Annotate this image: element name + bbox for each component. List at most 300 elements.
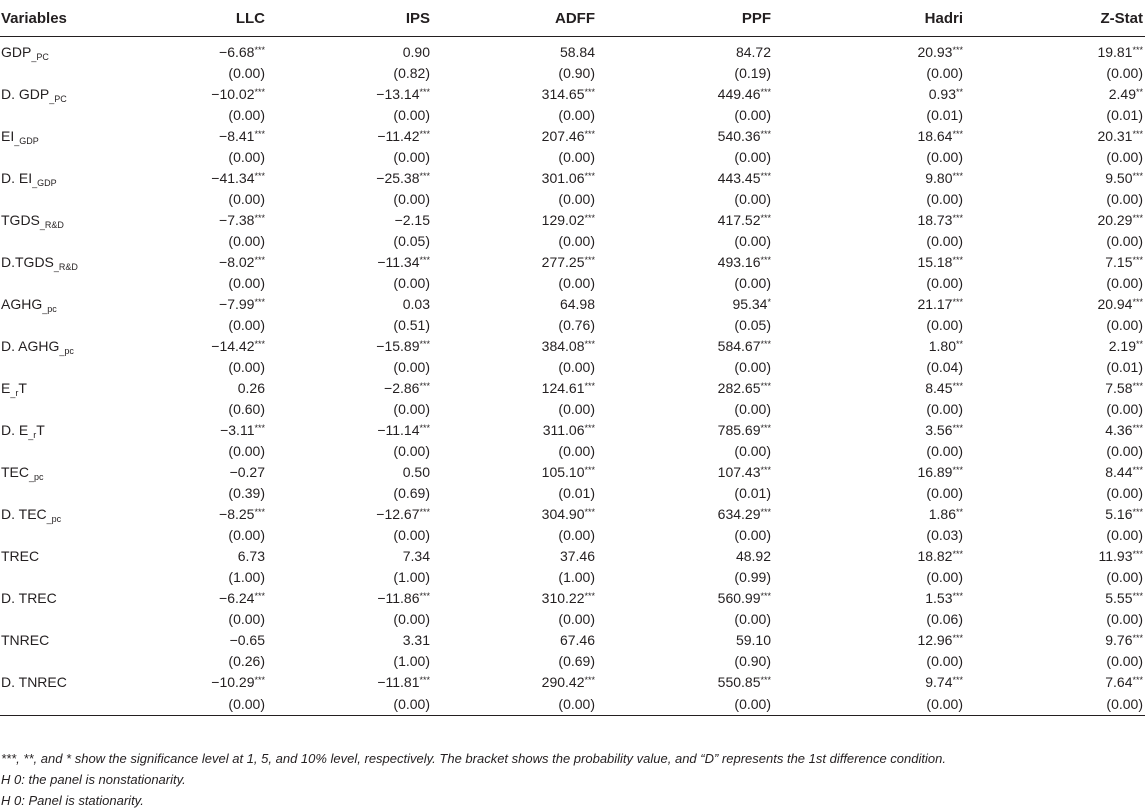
significance-stars: *** xyxy=(760,591,771,601)
significance-stars: *** xyxy=(760,465,771,475)
statistic-value: 18.82 xyxy=(917,548,953,564)
probability-value: (0.00) xyxy=(228,191,265,207)
significance-stars: ** xyxy=(1135,339,1143,349)
probability-value: (0.00) xyxy=(558,611,595,627)
significance-stars: *** xyxy=(952,213,963,223)
header-variables: Variables xyxy=(0,0,160,37)
table-row-probability xyxy=(0,609,1145,630)
probability-value: (0.00) xyxy=(734,275,771,291)
probability-value: (0.00) xyxy=(432,693,597,716)
statistic-cell xyxy=(267,672,432,693)
table-row-probability xyxy=(0,63,1145,84)
table-row-probability xyxy=(0,525,1145,546)
statistic-value: 9.74 xyxy=(925,674,953,690)
variable-name: AGHG xyxy=(1,296,43,312)
statistic-cell xyxy=(773,210,965,231)
variable-name: TNREC xyxy=(1,632,50,648)
statistic-cell xyxy=(432,252,597,273)
header-ips: IPS xyxy=(267,0,432,37)
variable-subscript: _r xyxy=(10,388,19,398)
statistic-cell xyxy=(267,546,432,567)
statistic-cell xyxy=(597,336,773,357)
significance-stars: *** xyxy=(584,591,595,601)
statistic-cell xyxy=(432,378,597,399)
statistic-value: 19.81 xyxy=(1097,44,1133,60)
statistic-cell xyxy=(432,294,597,315)
variable-name-cell xyxy=(0,37,160,64)
statistic-value: 0.26 xyxy=(237,380,265,396)
probability-value: (0.00) xyxy=(734,359,771,375)
statistic-value: 1.53 xyxy=(925,590,953,606)
empty-cell xyxy=(0,441,160,462)
probability-value: (0.00) xyxy=(393,401,430,417)
statistic-cell xyxy=(267,630,432,651)
statistic-value: 2.49 xyxy=(1108,86,1136,102)
statistic-value: 20.93 xyxy=(917,44,953,60)
statistic-value: 443.45 xyxy=(717,170,761,186)
statistic-value: 18.64 xyxy=(917,128,953,144)
variable-name: D. E xyxy=(1,422,29,438)
statistic-value: 9.76 xyxy=(1105,632,1133,648)
statistic-cell xyxy=(773,378,965,399)
statistic-value: −11.86 xyxy=(377,590,420,606)
statistic-cell xyxy=(965,462,1145,483)
statistic-value: 20.31 xyxy=(1097,128,1133,144)
variable-name-cell xyxy=(0,672,160,693)
significance-stars: *** xyxy=(584,255,595,265)
empty-cell xyxy=(0,105,160,126)
probability-value: (0.00) xyxy=(558,401,595,417)
statistic-cell xyxy=(965,588,1145,609)
statistic-cell xyxy=(965,126,1145,147)
probability-value: (0.90) xyxy=(558,65,595,81)
significance-stars: *** xyxy=(1132,423,1143,433)
statistic-cell xyxy=(773,630,965,651)
statistic-value: 2.19 xyxy=(1108,338,1136,354)
significance-stars: *** xyxy=(1132,171,1143,181)
variable-name-cell xyxy=(0,504,160,525)
probability-value: (0.03) xyxy=(926,527,963,543)
probability-value: (0.00) xyxy=(228,275,265,291)
statistic-value: −11.14 xyxy=(377,422,420,438)
significance-stars: *** xyxy=(584,171,595,181)
probability-value: (0.51) xyxy=(393,317,430,333)
statistic-value: 4.36 xyxy=(1105,422,1133,438)
significance-stars: *** xyxy=(419,171,430,181)
statistic-cell xyxy=(267,168,432,189)
probability-value: (0.00) xyxy=(228,611,265,627)
table-row xyxy=(0,546,1145,567)
statistic-value: 11.93 xyxy=(1098,548,1133,564)
statistic-value: 7.34 xyxy=(402,548,430,564)
probability-value: (0.00) xyxy=(1106,275,1143,291)
probability-value: (0.00) xyxy=(734,527,771,543)
statistic-value: 9.80 xyxy=(925,170,953,186)
significance-stars: *** xyxy=(760,129,771,139)
statistic-cell xyxy=(965,210,1145,231)
variable-subscript: _GDP xyxy=(14,136,39,146)
empty-cell xyxy=(0,651,160,672)
significance-stars: *** xyxy=(952,45,963,55)
statistic-cell xyxy=(432,84,597,105)
probability-value: (0.00) xyxy=(1106,233,1143,249)
table-row-probability xyxy=(0,189,1145,210)
probability-value: (0.01) xyxy=(558,485,595,501)
probability-value: (0.00) xyxy=(1106,443,1143,459)
statistic-value: 384.08 xyxy=(541,338,585,354)
variable-subscript: _pc xyxy=(46,514,62,524)
probability-value: (0.00) xyxy=(734,401,771,417)
variable-subscript: _r xyxy=(28,430,37,440)
probability-value: (0.00) xyxy=(558,443,595,459)
probability-value: (0.00) xyxy=(734,611,771,627)
probability-value: (0.00) xyxy=(393,149,430,165)
statistic-value: −11.81 xyxy=(377,674,420,690)
statistic-value: −6.68 xyxy=(219,44,255,60)
empty-cell xyxy=(0,525,160,546)
statistic-cell xyxy=(597,378,773,399)
statistic-cell xyxy=(597,252,773,273)
variable-name-cell xyxy=(0,378,160,399)
probability-value: (0.00) xyxy=(734,191,771,207)
probability-value: (0.00) xyxy=(1106,653,1143,669)
probability-value: (0.01) xyxy=(1106,107,1143,123)
statistic-value: 0.03 xyxy=(402,296,430,312)
variable-subscript: _pc xyxy=(59,346,74,356)
statistic-value: 290.42 xyxy=(541,674,585,690)
significance-stars: *** xyxy=(254,423,265,433)
statistic-value: 124.61 xyxy=(541,380,585,396)
table-row xyxy=(0,37,1145,64)
probability-value: (0.00) xyxy=(558,275,595,291)
table-row-probability xyxy=(0,273,1145,294)
statistic-cell xyxy=(432,588,597,609)
significance-stars: *** xyxy=(254,591,265,601)
significance-stars: *** xyxy=(760,381,771,391)
statistic-value: 20.29 xyxy=(1097,212,1133,228)
significance-stars: *** xyxy=(584,381,595,391)
significance-stars: *** xyxy=(1132,549,1143,559)
statistic-value: −2.15 xyxy=(394,212,430,228)
statistic-value: −13.14 xyxy=(376,86,420,102)
probability-value: (0.00) xyxy=(228,65,265,81)
probability-value: (0.00) xyxy=(773,693,965,716)
statistic-cell xyxy=(160,294,267,315)
probability-value: (0.00) xyxy=(228,359,265,375)
probability-value: (0.00) xyxy=(926,191,963,207)
significance-stars: *** xyxy=(760,675,771,685)
empty-cell xyxy=(0,399,160,420)
significance-stars: *** xyxy=(584,129,595,139)
probability-value: (0.00) xyxy=(1106,527,1143,543)
statistic-cell xyxy=(597,546,773,567)
significance-stars: *** xyxy=(760,507,771,517)
statistic-cell xyxy=(965,546,1145,567)
statistic-value: −8.25 xyxy=(219,506,255,522)
probability-value: (0.00) xyxy=(228,527,265,543)
probability-value: (0.05) xyxy=(393,233,430,249)
header-ppf: PPF xyxy=(597,0,773,37)
probability-value: (0.00) xyxy=(393,107,430,123)
significance-stars: *** xyxy=(1132,507,1143,517)
significance-stars: *** xyxy=(1132,465,1143,475)
statistic-value: 493.16 xyxy=(717,254,761,270)
statistic-cell xyxy=(597,210,773,231)
significance-stars: *** xyxy=(952,171,963,181)
variable-subscript: _PC xyxy=(49,94,67,104)
probability-value: (0.00) xyxy=(1106,65,1143,81)
statistic-value: 0.90 xyxy=(402,44,430,60)
empty-cell xyxy=(0,357,160,378)
variable-name-cell xyxy=(0,588,160,609)
statistic-cell xyxy=(160,378,267,399)
probability-value: (0.00) xyxy=(1106,485,1143,501)
statistic-cell xyxy=(965,630,1145,651)
table-row xyxy=(0,672,1145,693)
probability-value: (1.00) xyxy=(558,569,595,585)
variable-name: D. TNREC xyxy=(1,674,67,690)
significance-stars: *** xyxy=(1132,213,1143,223)
statistic-value: 9.50 xyxy=(1105,170,1133,186)
statistic-value: 5.55 xyxy=(1105,590,1133,606)
significance-stars: ** xyxy=(955,507,963,517)
table-row xyxy=(0,210,1145,231)
table-header-row xyxy=(0,0,1145,37)
header-hadri: Hadri xyxy=(773,0,965,37)
variable-name-cell xyxy=(0,462,160,483)
statistic-value: 634.29 xyxy=(717,506,761,522)
table-row-probability xyxy=(0,105,1145,126)
statistic-cell xyxy=(597,630,773,651)
statistic-value: −41.34 xyxy=(211,170,255,186)
significance-stars: *** xyxy=(1132,675,1143,685)
significance-stars: *** xyxy=(254,171,265,181)
significance-stars: *** xyxy=(419,507,430,517)
significance-stars: *** xyxy=(419,339,430,349)
statistic-cell xyxy=(267,588,432,609)
variable-name-cell xyxy=(0,294,160,315)
statistic-cell xyxy=(432,672,597,693)
statistic-cell xyxy=(773,420,965,441)
probability-value: (0.00) xyxy=(160,693,267,716)
statistic-cell xyxy=(773,336,965,357)
probability-value: (0.00) xyxy=(558,191,595,207)
table-notes xyxy=(0,748,1145,811)
probability-value: (0.00) xyxy=(393,275,430,291)
statistic-value: −2.86 xyxy=(384,380,420,396)
statistic-cell xyxy=(965,504,1145,525)
statistic-value: 21.17 xyxy=(917,296,953,312)
significance-stars: *** xyxy=(760,255,771,265)
note-h0-nonstationarity: H 0: the panel is nonstationarity. xyxy=(1,772,186,787)
statistic-cell xyxy=(965,168,1145,189)
probability-value: (1.00) xyxy=(228,569,265,585)
statistic-cell xyxy=(432,462,597,483)
variable-name: D. EI xyxy=(1,170,33,186)
statistic-value: 282.65 xyxy=(717,380,761,396)
statistic-value: 59.10 xyxy=(735,632,771,648)
probability-value: (0.00) xyxy=(734,233,771,249)
statistic-value: 1.86 xyxy=(928,506,956,522)
significance-stars: *** xyxy=(584,465,595,475)
probability-value: (0.00) xyxy=(558,359,595,375)
probability-value: (0.00) xyxy=(393,527,430,543)
statistic-cell xyxy=(965,84,1145,105)
statistic-cell xyxy=(597,420,773,441)
statistic-value: 310.22 xyxy=(541,590,585,606)
variable-name-cell xyxy=(0,210,160,231)
statistic-cell xyxy=(773,84,965,105)
empty-cell xyxy=(0,273,160,294)
table-row-probability xyxy=(0,147,1145,168)
statistic-cell xyxy=(773,126,965,147)
probability-value: (0.00) xyxy=(926,149,963,165)
significance-stars: ** xyxy=(955,339,963,349)
probability-value: (0.00) xyxy=(734,107,771,123)
statistic-value: −11.42 xyxy=(377,128,420,144)
note-significance: ***, **, and * show the significance level at 1, 5, and 10% level, respectively. The bracket shows the probability value, and “D” represents the 1st difference condition. xyxy=(1,751,946,766)
statistic-value: 12.96 xyxy=(917,632,953,648)
statistic-value: 37.46 xyxy=(559,548,595,564)
significance-stars: *** xyxy=(419,255,430,265)
statistic-value: 7.64 xyxy=(1105,674,1133,690)
probability-value: (0.00) xyxy=(393,611,430,627)
statistic-cell xyxy=(160,462,267,483)
statistic-value: 5.16 xyxy=(1105,506,1133,522)
statistic-cell xyxy=(160,336,267,357)
statistic-value: 304.90 xyxy=(541,506,585,522)
statistic-value: −25.38 xyxy=(376,170,420,186)
empty-cell xyxy=(0,567,160,588)
statistic-cell xyxy=(267,210,432,231)
probability-value: (0.00) xyxy=(734,149,771,165)
variable-name: D. AGHG xyxy=(1,338,60,354)
probability-value: (0.00) xyxy=(926,401,963,417)
statistic-value: 1.80 xyxy=(928,338,956,354)
statistic-cell xyxy=(773,168,965,189)
statistic-value: −0.27 xyxy=(229,464,265,480)
statistic-cell xyxy=(432,546,597,567)
variable-suffix: T xyxy=(36,422,45,438)
probability-value: (0.39) xyxy=(228,485,265,501)
statistic-value: −12.67 xyxy=(376,506,420,522)
significance-stars: *** xyxy=(419,129,430,139)
significance-stars: *** xyxy=(952,381,963,391)
table-row-probability xyxy=(0,651,1145,672)
statistic-cell xyxy=(597,588,773,609)
probability-value: (0.00) xyxy=(926,65,963,81)
significance-stars: *** xyxy=(952,129,963,139)
probability-value: (0.04) xyxy=(926,359,963,375)
statistic-value: 95.34 xyxy=(732,296,768,312)
table-body xyxy=(0,37,1145,716)
probability-value: (0.01) xyxy=(734,485,771,501)
probability-value: (1.00) xyxy=(393,653,430,669)
significance-stars: *** xyxy=(254,297,265,307)
table-row xyxy=(0,252,1145,273)
empty-cell xyxy=(0,63,160,84)
table-row-probability xyxy=(0,483,1145,504)
significance-stars: * xyxy=(767,297,771,307)
statistic-cell xyxy=(160,252,267,273)
statistic-cell xyxy=(597,84,773,105)
variable-name-cell xyxy=(0,630,160,651)
probability-value: (0.00) xyxy=(926,275,963,291)
statistic-cell xyxy=(160,420,267,441)
variable-name: TREC xyxy=(1,548,40,564)
statistic-value: −0.65 xyxy=(229,632,265,648)
significance-stars: *** xyxy=(1132,45,1143,55)
empty-cell xyxy=(0,693,160,716)
statistic-value: −10.02 xyxy=(211,86,255,102)
probability-value: (0.00) xyxy=(228,443,265,459)
significance-stars: *** xyxy=(584,507,595,517)
table-row xyxy=(0,168,1145,189)
probability-value: (0.69) xyxy=(393,485,430,501)
table-row xyxy=(0,630,1145,651)
variable-subscript: _R&D xyxy=(53,262,78,272)
statistic-cell xyxy=(267,84,432,105)
probability-value: (0.00) xyxy=(1106,611,1143,627)
statistic-value: 0.93 xyxy=(928,86,956,102)
statistic-value: 277.25 xyxy=(541,254,585,270)
statistic-value: 584.67 xyxy=(717,338,761,354)
probability-value: (0.00) xyxy=(393,443,430,459)
significance-stars: *** xyxy=(760,423,771,433)
table-row-probability xyxy=(0,693,1145,716)
statistic-value: 8.45 xyxy=(925,380,953,396)
statistic-value: 3.31 xyxy=(402,632,430,648)
note-h0-stationarity: H 0: Panel is stationarity. xyxy=(1,793,144,808)
statistic-value: 301.06 xyxy=(541,170,585,186)
probability-value: (0.05) xyxy=(734,317,771,333)
significance-stars: *** xyxy=(760,171,771,181)
statistic-cell xyxy=(965,252,1145,273)
probability-value: (0.00) xyxy=(1106,317,1143,333)
statistic-value: 107.43 xyxy=(717,464,761,480)
variable-name: E xyxy=(1,380,11,396)
statistic-value: 58.84 xyxy=(559,44,595,60)
significance-stars: *** xyxy=(760,339,771,349)
probability-value: (0.00) xyxy=(597,693,773,716)
statistic-value: −15.89 xyxy=(376,338,420,354)
significance-stars: *** xyxy=(419,381,430,391)
probability-value: (0.01) xyxy=(1106,359,1143,375)
table-row xyxy=(0,504,1145,525)
statistic-cell xyxy=(432,420,597,441)
variable-name: TGDS xyxy=(1,212,40,228)
significance-stars: *** xyxy=(952,297,963,307)
probability-value: (0.00) xyxy=(393,359,430,375)
empty-cell xyxy=(0,609,160,630)
table-row xyxy=(0,420,1145,441)
variable-name: GDP xyxy=(1,44,32,60)
statistic-cell xyxy=(965,294,1145,315)
statistic-cell xyxy=(160,84,267,105)
statistic-value: 8.44 xyxy=(1105,464,1133,480)
statistic-value: 0.50 xyxy=(402,464,430,480)
significance-stars: *** xyxy=(254,339,265,349)
statistic-value: −11.34 xyxy=(377,254,420,270)
probability-value: (0.00) xyxy=(558,107,595,123)
significance-stars: *** xyxy=(584,213,595,223)
statistic-cell xyxy=(267,294,432,315)
table-row xyxy=(0,378,1145,399)
variable-name-cell xyxy=(0,546,160,567)
statistic-cell xyxy=(160,504,267,525)
header-adff: ADFF xyxy=(432,0,597,37)
statistic-value: −8.41 xyxy=(219,128,255,144)
